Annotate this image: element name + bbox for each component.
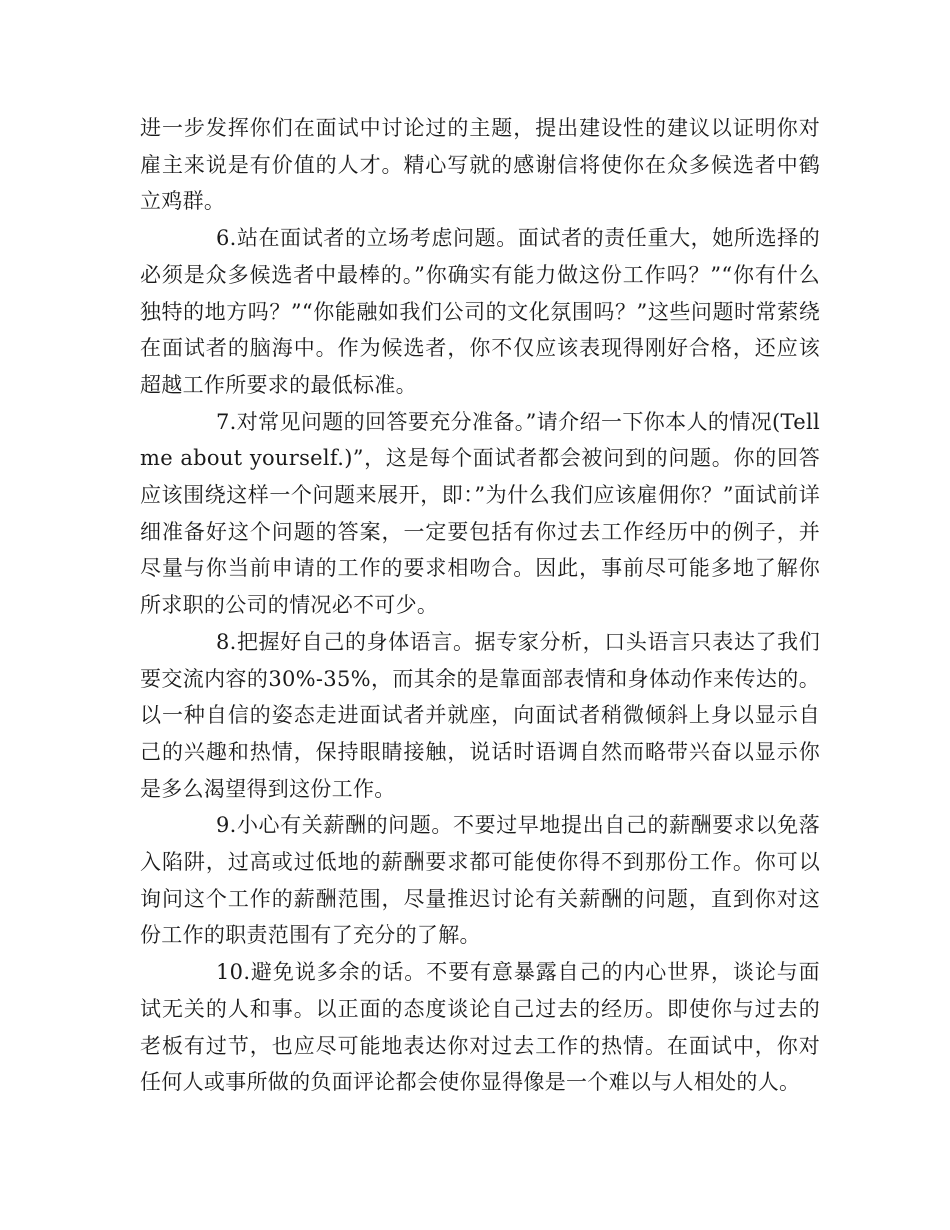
body-text — [140, 110, 820, 1101]
paragraph-tip-10: 10.避免说多余的话。不要有意暴露自己的内心世界，谈论与面试无关的人和事。以正面的态度谈论自己过去的经历。即使你与过去的老板有过节，也应尽可能地表达你对过去工作的热情。在面试中，你对任何人或事所做的负面评论都会使你显得像是一个难以与人相处的人。 — [140, 960, 820, 1095]
paragraph-tip-7: 7.对常见问题的回答要充分准备。”请介绍一下你本人的情况(Tell me about yourself.)”，这是每个面试者都会被问到的问题。你的回答应该围绕这样一个问题来展开，即：”为什么我们应该雇佣你？”面试前详细准备好这个问题的答案，一定要包括有你过去工作经历中的例子，并尽量与你当前申请的工作的要求相吻合。因此，事前尽可能多地了解你所求职的公司的情况必不可少。 — [140, 409, 820, 618]
paragraph-tip-9: 9.小心有关薪酬的问题。不要过早地提出自己的薪酬要求以免落入陷阱，过高或过低地的薪酬要求都可能使你得不到那份工作。你可以询问这个工作的薪酬范围，尽量推迟讨论有关薪酬的问题，直到你对这份工作的职责范围有了充分的了解。 — [140, 813, 820, 948]
paragraph-tip-8: 8.把握好自己的身体语言。据专家分析，口头语言只表达了我们要交流内容的30%-35%，而其余的是靠面部表情和身体动作来传达的。以一种自信的姿态走进面试者并就座，向面试者稍微倾斜上身以显示自己的兴趣和热情，保持眼睛接触，说话时语调自然而略带兴奋以显示你是多么渴望得到这份工作。 — [140, 629, 820, 801]
paragraph-continuation: 进一步发挥你们在面试中讨论过的主题，提出建设性的建议以证明你对雇主来说是有价值的人才。精心写就的感谢信将使你在众多候选者中鹤立鸡群。 — [140, 116, 820, 214]
paragraph-tip-6: 6.站在面试者的立场考虑问题。面试者的责任重大，她所选择的必须是众多候选者中最棒的。”你确实有能力做这份工作吗？”“你有什么独特的地方吗？”“你能融如我们公司的文化氛围吗？”这些问题时常萦绕在面试者的脑海中。作为候选者，你不仅应该表现得刚好合格，还应该超越工作所要求的最低标准。 — [140, 226, 820, 397]
